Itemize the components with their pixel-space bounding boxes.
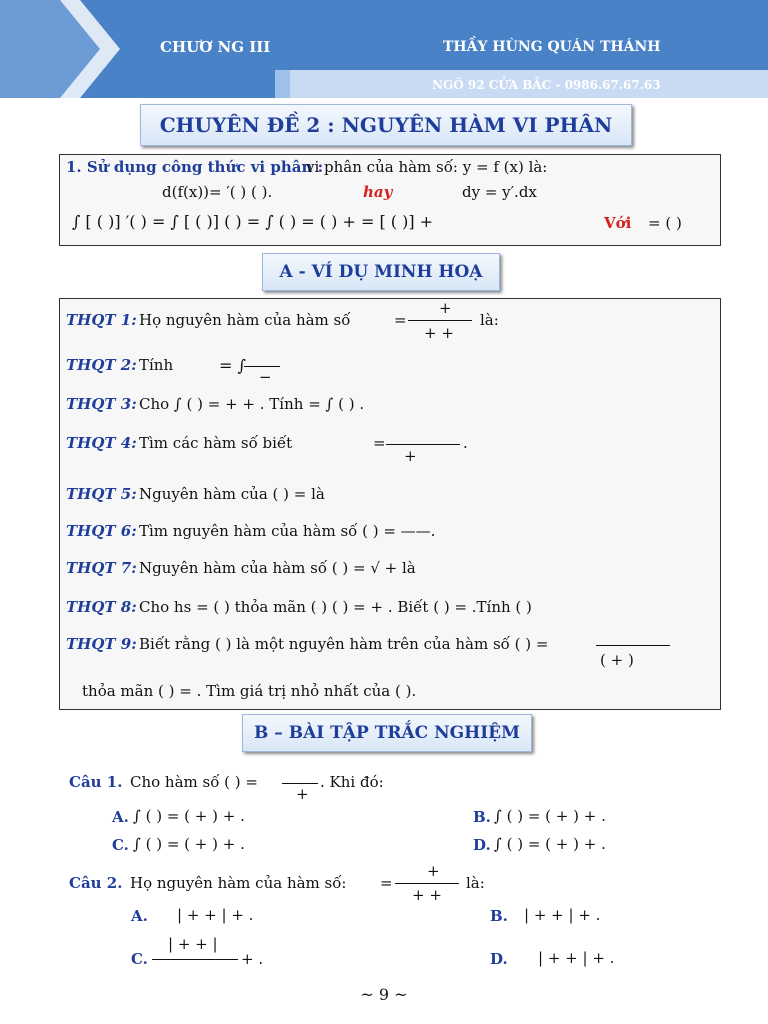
q2-option-c-key[interactable]: C.: [131, 950, 148, 968]
thqt-4-fraction-bar: [386, 444, 460, 445]
q2-option-b-key[interactable]: B.: [490, 907, 508, 925]
thqt-8-label: THQT 8:: [66, 598, 137, 616]
thqt-1-numerator: +: [439, 299, 452, 317]
question-2-fraction-bar: [395, 883, 459, 884]
thqt-4-end: .: [463, 434, 468, 452]
section-b-title: B – BÀI TẬP TRẮC NGHIỆM: [242, 714, 532, 752]
q1-option-d[interactable]: ∫ ( ) = ( + ) + .: [494, 835, 606, 853]
integral-formula: ∫ [ ( )] ′( ) = ∫ [ ( )] ( ) = ∫ ( ) = ( ) + = [ ( )] +: [72, 212, 434, 231]
q1-option-c-key[interactable]: C.: [112, 836, 129, 854]
thqt-9-label: THQT 9:: [66, 635, 137, 653]
section1-text: vi phân của hàm số: y = f (x) là:: [306, 158, 548, 176]
section-a-title: A - VÍ DỤ MINH HOẠ: [262, 253, 500, 291]
thqt-6-label: THQT 6:: [66, 522, 137, 540]
page-title: CHUYÊN ĐỀ 2 : NGUYÊN HÀM VI PHÂN: [140, 104, 632, 146]
thqt-2-fraction-bar: [244, 366, 280, 367]
page-number: ~ 9 ~: [360, 985, 408, 1004]
thqt-1-end: là:: [480, 311, 499, 329]
question-2-denominator: + +: [412, 886, 442, 904]
voi-label: Với: [604, 214, 632, 232]
q1-option-a-key[interactable]: A.: [112, 808, 129, 826]
thqt-2-integral: = ∫: [219, 356, 246, 375]
thqt-5-text: Nguyên hàm của ( ) = là: [139, 485, 325, 503]
question-1-end: . Khi đó:: [320, 773, 384, 791]
thqt-1-fraction-bar: [408, 320, 472, 321]
thqt-2-denominator: −: [259, 368, 272, 386]
thqt-3-label: THQT 3:: [66, 395, 137, 413]
q2-option-c-fraction-bar: [152, 959, 238, 960]
q2-option-d[interactable]: | + + | + .: [538, 949, 615, 967]
thqt-3-text: Cho ∫ ( ) = + + . Tính = ∫ ( ) .: [139, 395, 365, 413]
thqt-5-label: THQT 5:: [66, 485, 137, 503]
q1-option-a[interactable]: ∫ ( ) = ( + ) + .: [133, 807, 245, 825]
question-2-numerator: +: [427, 862, 440, 880]
q1-option-b-key[interactable]: B.: [473, 808, 491, 826]
q1-option-d-key[interactable]: D.: [473, 836, 491, 854]
question-1-text: Cho hàm số ( ) =: [130, 773, 258, 791]
dy-formula: dy = y′.dx: [462, 183, 537, 201]
thqt-4-label: THQT 4:: [66, 434, 137, 452]
differential-formula: d(f(x))= ′( ) ( ).: [162, 183, 273, 201]
question-2-label: Câu 2.: [69, 874, 123, 892]
thqt-9-fraction-bar: [596, 645, 670, 646]
thqt-4-text: Tìm các hàm số biết: [139, 434, 293, 452]
question-2-end: là:: [466, 874, 485, 892]
q2-option-c-end[interactable]: + .: [241, 950, 264, 968]
q1-option-b[interactable]: ∫ ( ) = ( + ) + .: [494, 807, 606, 825]
hay-label: hay: [363, 183, 393, 201]
thqt-6-text: Tìm nguyên hàm của hàm số ( ) = ——.: [139, 522, 436, 540]
question-2-equals: =: [380, 874, 393, 892]
thqt-1-equals: =: [394, 311, 407, 329]
thqt-2-label: THQT 2:: [66, 356, 137, 374]
thqt-9-line2: thỏa mãn ( ) = . Tìm giá trị nhỏ nhất của ( ).: [82, 682, 417, 700]
thqt-2-text: Tính: [139, 356, 174, 374]
header-address: NGÕ 92 CỬA BẮC - 0986.67.67.63: [432, 78, 661, 92]
q2-option-d-key[interactable]: D.: [490, 950, 508, 968]
thqt-1-text: Họ nguyên hàm của hàm số: [139, 311, 351, 329]
integral-formula-tail: = ( ): [648, 214, 682, 232]
q1-option-c[interactable]: ∫ ( ) = ( + ) + .: [133, 835, 245, 853]
question-1-denominator: +: [296, 785, 309, 803]
thqt-8-text: Cho hs = ( ) thỏa mãn ( ) ( ) = + . Biết ( ) = .Tính ( ): [139, 598, 532, 616]
thqt-7-text: Nguyên hàm của hàm số ( ) = √ + là: [139, 559, 416, 577]
q2-option-c-numerator[interactable]: | + + |: [168, 935, 218, 953]
q2-option-a-key[interactable]: A.: [131, 907, 148, 925]
thqt-9-text: Biết rằng ( ) là một nguyên hàm trên của hàm số ( ) =: [139, 635, 549, 653]
q2-option-b[interactable]: | + + | + .: [524, 906, 601, 924]
thqt-1-label: THQT 1:: [66, 311, 137, 329]
thqt-7-label: THQT 7:: [66, 559, 137, 577]
thqt-4-denominator: +: [404, 447, 417, 465]
q2-option-a[interactable]: | + + | + .: [177, 906, 254, 924]
header-teacher: THẦY HÙNG QUÁN THÁNH: [443, 39, 661, 55]
section1-label: 1. Sử dụng công thức vi phân :: [66, 158, 324, 176]
page-header: [0, 0, 768, 98]
header-chapter: CHƯƠ NG III: [160, 38, 271, 56]
thqt-4-equals: =: [373, 434, 386, 452]
question-1-fraction-bar: [282, 783, 318, 784]
thqt-1-denominator: + +: [424, 324, 454, 342]
question-1-label: Câu 1.: [69, 773, 123, 791]
thqt-9-denominator: ( + ): [600, 651, 634, 669]
question-2-text: Họ nguyên hàm của hàm số:: [130, 874, 347, 892]
